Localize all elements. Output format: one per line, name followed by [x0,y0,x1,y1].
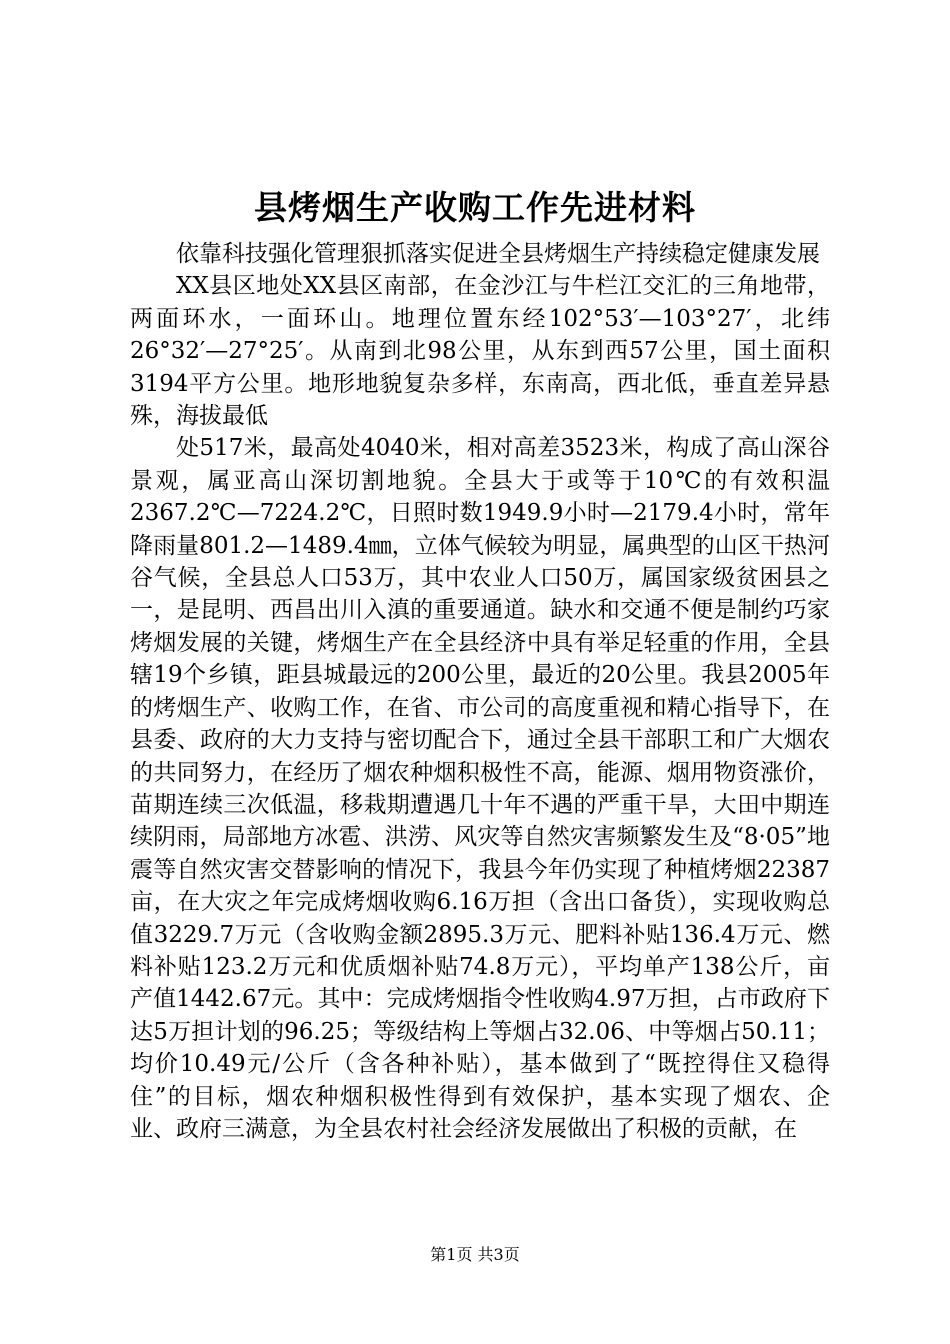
document-body [130,238,830,1145]
document-title: 县烤烟生产收购工作先进材料 [254,188,696,227]
page-number: 第1页 共3页 [430,1245,520,1264]
body-paragraph-overview: 处517米，最高处4040米，相对高差3523米，构成了高山深谷景观，属亚高山深切割地貌。全县大于或等于10℃的有效积温2367.2℃—7224.2℃，日照时数1949.9小时—2179.4小时，常年降雨量801.2—1489.4㎜，立体气候较为明显，属典型的山区干热河谷气候，全县总人口53万，其中农业人口50万，属国家级贫困县之一，是昆明、西昌出川入滇的重要通道。缺水和交通不便是制约巧家烤烟发展的关键，烤烟生产在全县经济中具有举足轻重的作用，全县辖19个乡镇，距县城最远的200公里，最近的20公里。我县2005年的烤烟生产、收购工作，在省、市公司的高度重视和精心指导下，在县委、政府的大力支持与密切配合下，通过全县干部职工和广大烟农的共同努力，在经历了烟农种烟积极性不高，能源、烟用物资涨价，苗期连续三次低温，移栽期遭遇几十年不遇的严重干旱，大田中期连续阴雨，局部地方冰雹、洪涝、风灾等自然灾害频繁发生及“8·05”地震等自然灾害交替影响的情况下，我县今年仍实现了种植烤烟22387亩，在大灾之年完成烤烟收购6.16万担（含出口备货），实现收购总值3229.7万元（含收购金额2895.3万元、肥料补贴136.4万元、燃料补贴123.2万元和优质烟补贴74.8万元），平均单产138公斤，亩产值1442.67元。其中：完成烤烟指令性收购4.97万担，占市政府下达5万担计划的96.25；等级结构上等烟占32.06、中等烟占50.11；均价10.49元/公斤（含各种补贴），基本做到了“既控得住又稳得住”的目标，烟农种烟积极性得到有效保护，基本实现了烟农、企业、政府三满意，为全县农村社会经济发展做出了积极的贡献，在 [130,435,830,1142]
subtitle-paragraph: 依靠科技强化管理狠抓落实促进全县烤烟生产持续稳定健康发展 [176,241,820,267]
body-paragraph-location: XX县区地处XX县区南部，在金沙江与牛栏江交汇的三角地带，两面环水，一面环山。地理位置东经102°53′—103°27′，北纬26°32′—27°25′。从南到北98公里，从东到西57公里，国土面积3194平方公里。地形地貌复杂多样，东南高，西北低，垂直差异悬殊，海拔最低 [130,273,830,430]
